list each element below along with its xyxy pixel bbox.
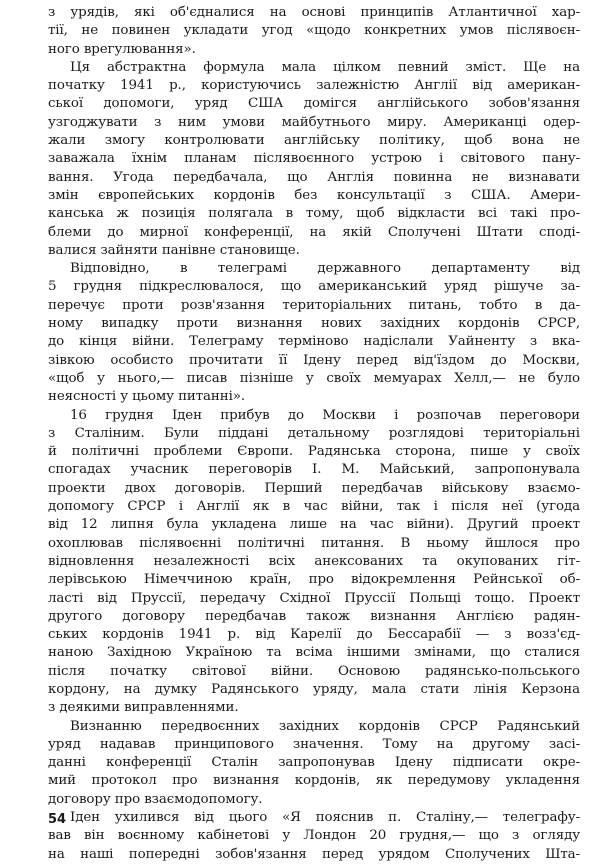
paragraph-1 — [48, 4, 580, 59]
paragraph-4 — [48, 407, 580, 718]
text-line: неясності у цьому питанні». — [48, 389, 246, 405]
page-number: 54 — [48, 812, 67, 827]
text-line: на наші попередні зобов'язання перед урядом Сполучених Шта- — [48, 846, 580, 862]
text-line: початку 1941 р., користуючись залежністю Англії від американ- — [48, 78, 580, 94]
text-line: Визнанню передвоєнних західних кордонів СРСР Радянський — [70, 718, 580, 734]
text-line: з урядів, які об'єдналися на основі принципів Атлантичної хар- — [48, 5, 580, 20]
text-line: заважала їхнім планам післявоєнного устрою і світового пану- — [48, 151, 580, 167]
text-line: договору про взаємодопомогу. — [48, 791, 263, 807]
text-line: узгоджувати з ним умови майбутнього миру. Американці одер- — [48, 114, 580, 130]
page-body — [48, 4, 580, 864]
paragraph-2 — [48, 59, 580, 260]
text-line: Ця абстрактна формула мала цілком певний зміст. Ще на — [70, 59, 580, 75]
text-line: канська ж позиція полягала в тому, щоб відкласти всі такі про- — [48, 206, 580, 222]
text-line: й політичні проблеми Європи. Радянська сторона, пише у своїх — [48, 444, 580, 460]
text-line: спогадах учасник переговорів І. М. Майський, запропонувала — [48, 462, 580, 478]
text-line: ласті від Пруссії, передачу Східної Пруссії Польщі тощо. Проект — [48, 590, 580, 606]
text-line: мий протокол про визнання кордонів, як передумову укладення — [48, 773, 580, 789]
text-line: з Сталіним. Були піддані детальному розглядові територіальні — [48, 425, 580, 441]
text-line: Іден ухилився від цього «Я пояснив п. Сталіну,— телеграфу- — [70, 810, 580, 826]
text-line: від 12 липня була укладена лише на час війни). Другий проект — [48, 517, 580, 533]
text-line: ської допомоги, уряд США домігся англійського зобов'язання — [48, 96, 580, 112]
text-line: «щоб у нього,— писав пізніше у своїх мемуарах Хелл,— не було — [48, 370, 580, 386]
text-line: блеми до мирної конференції, на якій Сполучені Штати споді- — [48, 224, 580, 240]
text-line: зівкою особисто прочитати її Ідену перед від'їздом до Москви, — [48, 352, 580, 368]
text-line: вав він воєнному кабінетові у Лондон 20 грудня,— що з огляду — [48, 828, 580, 844]
text-line: лерівською Німеччиною країн, про відокремлення Рейнської об- — [48, 572, 580, 588]
text-line: після початку світової війни. Основою радянсько-польського — [48, 663, 580, 679]
text-line: вання. Угода передбачала, що Англія повинна не визнавати — [48, 169, 580, 185]
text-line: проекти двох договорів. Перший передбачав військову взаємо- — [48, 480, 580, 496]
paragraph-6 — [48, 809, 580, 864]
text-line: Відповідно, в телеграмі державного департаменту від — [70, 261, 580, 277]
text-line: ного врегулювання». — [48, 41, 196, 57]
text-line: тії, не повинен укладати угод «щодо конкретних умов післявоєн- — [48, 23, 580, 39]
text-line: валися зайняти панівне становище. — [48, 242, 300, 258]
paragraph-5 — [48, 718, 580, 809]
paragraph-3 — [48, 260, 580, 406]
text-line: охоплював післявоєнні політичні питання. В ньому йшлося про — [48, 535, 580, 551]
text-line: 5 грудня підкреслювалося, що американський уряд рішуче за- — [48, 279, 580, 295]
text-line: ських кордонів 1941 р. від Карелії до Бессарабії — з возз'єд- — [48, 627, 580, 643]
text-line: відновлення незалежності всіх анексованих та окупованих гіт- — [48, 553, 580, 569]
text-line: до кінця війни. Телеграму терміново надіслали Уайненту з вка- — [48, 334, 580, 350]
text-line: допомогу СРСР і Англії як в час війни, так і після неї (угода — [48, 499, 580, 515]
text-line: уряд надавав принципового значення. Тому на другому засі- — [48, 736, 580, 752]
text-line: перечує проти розв'язання територіальних питань, тобто в да- — [48, 297, 580, 313]
text-line: другого договору передбачав також визнання Англією радян- — [48, 608, 580, 624]
text-line: жали змогу контролювати англійську політику, щоб вона не — [48, 133, 580, 149]
text-line: данні конференції Сталін запропонував Ідену підписати окре- — [48, 755, 580, 771]
text-line: з деякими виправленнями. — [48, 700, 239, 716]
text-line: змін європейських кордонів без консультації з США. Амери- — [48, 187, 580, 203]
text-line: 16 грудня Іден прибув до Москви і розпочав переговори — [70, 407, 580, 423]
text-line: кордону, на думку Радянського уряду, мала стати лінія Керзона — [48, 681, 580, 697]
text-line: ному випадку проти визнання нових західних кордонів СРСР, — [48, 316, 580, 332]
text-line: наною Західною Україною та всіма іншими змінами, що сталися — [48, 645, 580, 661]
